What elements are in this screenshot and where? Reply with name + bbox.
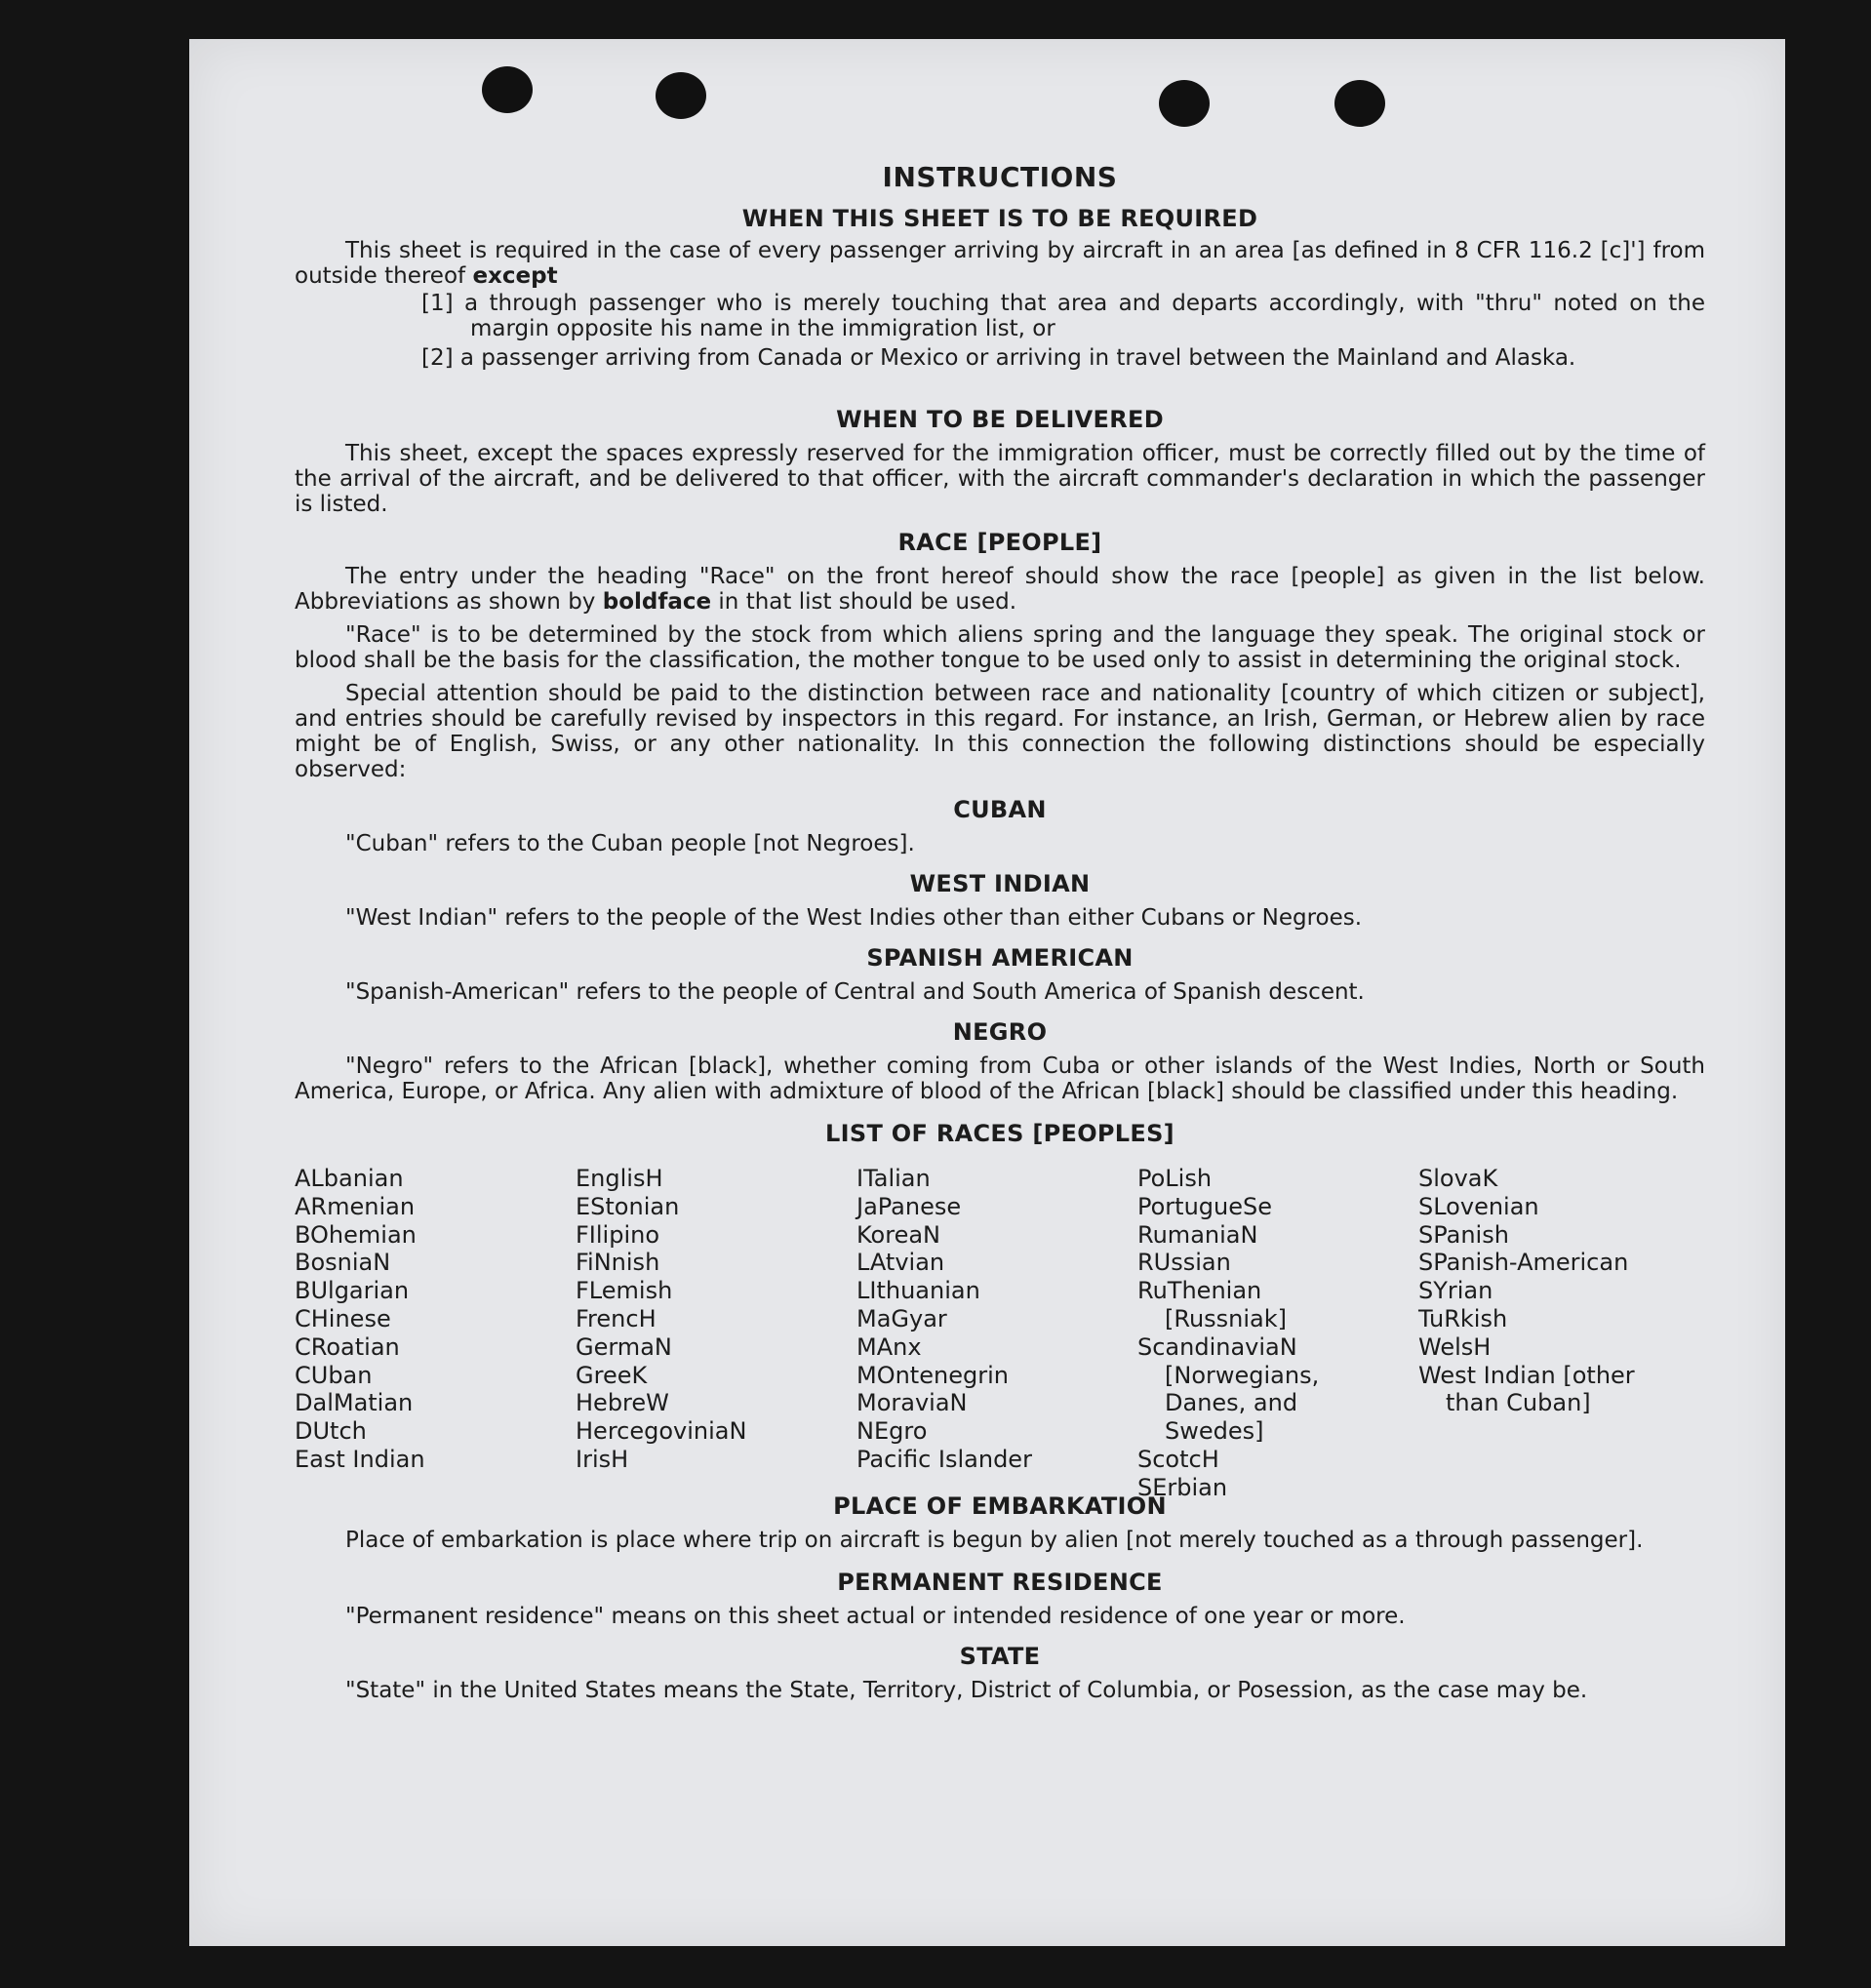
text-segment: in that list should be used.	[711, 589, 1017, 615]
text-segment: The entry under the heading "Race" on the front hereof should show the race [people] as given in the list below. Abbreviations as shown by	[295, 564, 1705, 615]
race-item: SPanish-American	[1418, 1249, 1629, 1277]
race-paragraph-1	[295, 564, 1705, 615]
race-column	[1137, 1165, 1381, 1502]
race-item: HebreW	[576, 1389, 669, 1417]
race-item: DalMatian	[295, 1389, 414, 1417]
section-text-west-indian: "West Indian" refers to the people of the West Indies other than either Cubans or Negroes.	[345, 905, 1363, 931]
bold-text: boldface	[602, 589, 712, 615]
race-column	[856, 1165, 1120, 1474]
punch-hole	[482, 66, 533, 113]
race-item: FIlipino	[576, 1220, 660, 1249]
race-item: ALbanian	[295, 1165, 404, 1192]
race-item: TuRkish	[1418, 1304, 1508, 1332]
section-heading-when-delivered: WHEN TO BE DELIVERED	[836, 406, 1164, 433]
page-title: INSTRUCTIONS	[882, 161, 1118, 193]
section-text-when-delivered: This sheet, except the spaces expressly reserved for the immigration officer, must be correctly filled out by the time of the arrival of the aircraft, and be delivered to that officer, with the aircraft commander's declaration in which the passenger is listed.	[295, 441, 1705, 517]
race-item: RumaniaN	[1137, 1220, 1258, 1249]
race-item: LIthuanian	[856, 1277, 980, 1305]
race-item: BOhemian	[295, 1220, 417, 1249]
race-item: PortugueSe	[1137, 1192, 1272, 1220]
race-item: FLemish	[576, 1277, 673, 1305]
race-item: BosniaN	[295, 1249, 391, 1277]
section-heading-negro: NEGRO	[952, 1018, 1048, 1046]
race-column	[295, 1165, 558, 1474]
text-segment: This sheet is required in the case of every passenger arriving by aircraft in an area [as defined in 8 CFR 116.2 [c]'] from outside thereof	[295, 238, 1705, 289]
race-item: CUban	[295, 1361, 373, 1389]
section-heading-west-indian: WEST INDIAN	[909, 870, 1091, 897]
section-heading-cuban: CUBAN	[953, 796, 1047, 823]
race-item: MaGyar	[856, 1304, 947, 1332]
section-text-spanish-american: "Spanish-American" refers to the people of Central and South America of Spanish descent.	[345, 979, 1365, 1005]
section-heading-list-of-races: LIST OF RACES [PEOPLES]	[825, 1120, 1174, 1147]
race-item: SErbian	[1137, 1473, 1228, 1501]
section-heading-race: RACE [PEOPLE]	[897, 529, 1102, 556]
race-column	[1418, 1165, 1672, 1417]
race-item: IrisH	[576, 1445, 629, 1473]
section-text-embarkation: Place of embarkation is place where trip on aircraft is begun by alien [not merely touched as a through passenger].	[345, 1528, 1644, 1553]
race-item: WelsH	[1418, 1332, 1492, 1361]
punch-hole	[656, 72, 706, 119]
section-heading-embarkation: PLACE OF EMBARKATION	[833, 1492, 1167, 1520]
race-item: LAtvian	[856, 1249, 945, 1277]
race-item: East Indian	[295, 1445, 425, 1473]
race-paragraph-2: "Race" is to be determined by the stock from which aliens spring and the language they speak. The original stock or blood shall be the basis for the classification, the mother tongue to be used only to assist in determining the original stock.	[295, 622, 1705, 673]
document-sheet	[189, 39, 1785, 1946]
section-text-permanent-residence: "Permanent residence" means on this sheet actual or intended residence of one year or more.	[345, 1604, 1406, 1629]
race-item: MOntenegrin	[856, 1361, 1009, 1389]
race-item: CHinese	[295, 1304, 391, 1332]
race-item: PoLish	[1137, 1165, 1213, 1192]
race-item: KoreaN	[856, 1220, 940, 1249]
race-item: Pacific Islander	[856, 1445, 1032, 1473]
section-heading-spanish-american: SPANISH AMERICAN	[866, 944, 1134, 972]
race-item: SYrian	[1418, 1277, 1493, 1305]
section-text-state: "State" in the United States means the State, Territory, District of Columbia, or Posession, as the case may be.	[345, 1678, 1588, 1703]
bold-text: except	[472, 263, 558, 289]
race-item: JaPanese	[856, 1192, 962, 1220]
race-item: SlovaK	[1418, 1165, 1498, 1192]
race-item: ScotcH	[1137, 1445, 1219, 1473]
race-item: HercegoviniaN	[576, 1417, 747, 1446]
punch-hole	[1334, 80, 1385, 127]
exception-item-2: [2] a passenger arriving from Canada or Mexico or arriving in travel between the Mainland and Alaska.	[421, 345, 1576, 371]
race-item: FiNnish	[576, 1249, 660, 1277]
section-heading-state: STATE	[959, 1643, 1041, 1670]
exception-item-1: [1] a through passenger who is merely touching that area and departs accordingly, with "thru" noted on the margin opposite his name in the immigration list, or	[421, 291, 1705, 341]
race-item: SPanish	[1418, 1220, 1509, 1249]
race-item: MoraviaN	[856, 1389, 968, 1417]
race-item: FrencH	[576, 1304, 657, 1332]
race-item: RUssian	[1137, 1249, 1231, 1277]
instructions-content	[295, 161, 1705, 1703]
race-paragraph-3: Special attention should be paid to the distinction between race and nationality [country of which citizen or subject], and entries should be carefully revised by inspectors in this regard. For instance, an Irish, German, or Hebrew alien by race might be of English, Swiss, or any other nationality. In this connection the following distinctions should be especially observed:	[295, 681, 1705, 782]
race-item: SLovenian	[1418, 1192, 1539, 1220]
race-item: West Indian [other than Cuban]	[1418, 1361, 1635, 1417]
race-item: GreeK	[576, 1361, 648, 1389]
punch-hole	[1159, 80, 1210, 127]
race-item: GermaN	[576, 1332, 672, 1361]
section-text-cuban: "Cuban" refers to the Cuban people [not Negroes].	[345, 831, 915, 856]
section-text-when-required	[295, 238, 1705, 289]
race-item: ITalian	[856, 1165, 931, 1192]
race-item: RuThenian [Russniak]	[1137, 1277, 1288, 1332]
race-item: MAnx	[856, 1332, 922, 1361]
section-heading-permanent-residence: PERMANENT RESIDENCE	[837, 1569, 1163, 1596]
race-item: CRoatian	[295, 1332, 400, 1361]
race-item: NEgro	[856, 1417, 928, 1446]
race-list	[295, 1165, 1705, 1501]
race-item: EStonian	[576, 1192, 680, 1220]
race-item: ScandinaviaN [Norwegians, Danes, and Swedes]	[1137, 1332, 1320, 1446]
race-item: EnglisH	[576, 1165, 663, 1192]
section-heading-when-required: WHEN THIS SHEET IS TO BE REQUIRED	[741, 205, 1258, 232]
section-text-negro: "Negro" refers to the African [black], whether coming from Cuba or other islands of the West Indies, North or South America, Europe, or Africa. Any alien with admixture of blood of the African [black] should be classified under this heading.	[295, 1054, 1705, 1104]
race-item: ARmenian	[295, 1192, 416, 1220]
race-column	[576, 1165, 839, 1474]
race-item: BUlgarian	[295, 1277, 410, 1305]
race-item: DUtch	[295, 1417, 367, 1446]
